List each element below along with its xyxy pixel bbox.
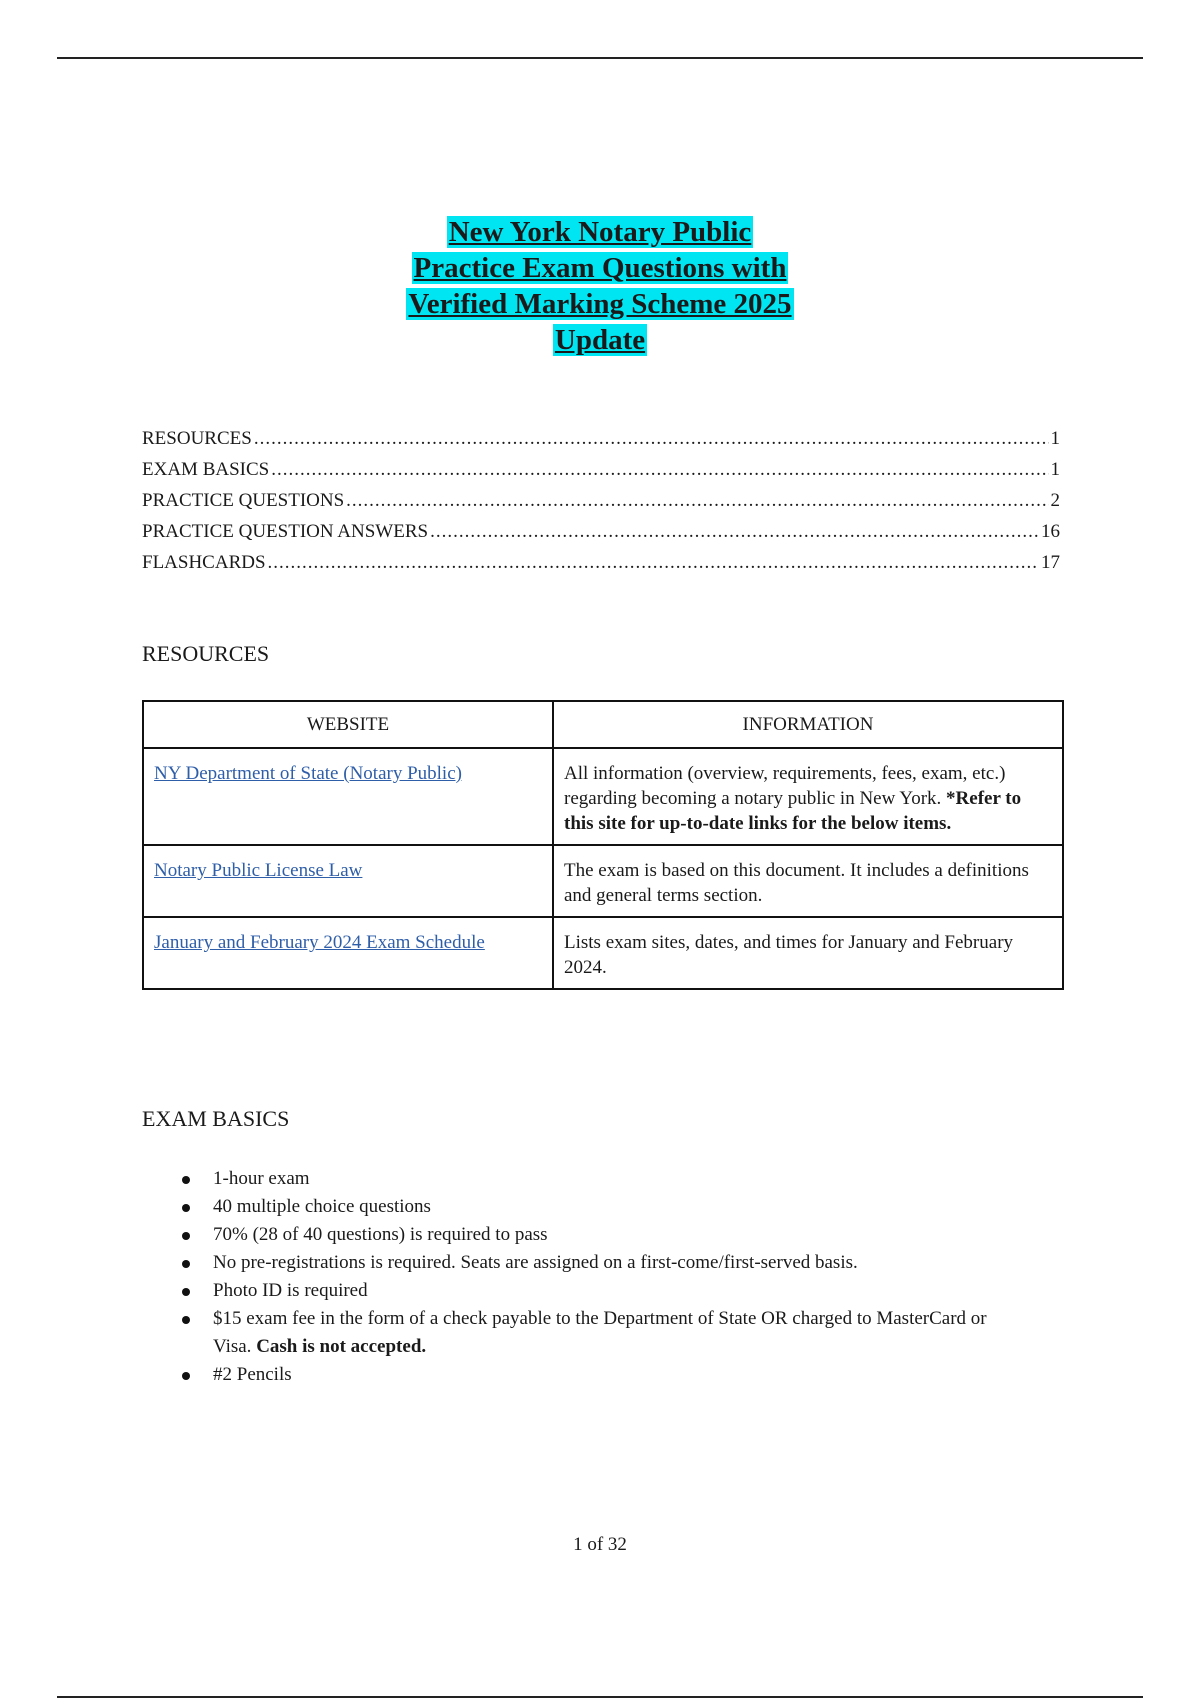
toc-label: PRACTICE QUESTION ANSWERS (142, 521, 429, 542)
website-cell (143, 748, 553, 845)
title-line-3: Verified Marking Scheme 2025 (408, 288, 792, 320)
exam-schedule-link[interactable]: January and February 2024 Exam Schedule (154, 932, 485, 953)
toc-leader (430, 521, 1039, 543)
column-header-information: INFORMATION (553, 701, 1063, 748)
toc-entry-practice-question-answers[interactable] (142, 521, 1060, 552)
toc-leader (346, 490, 1048, 512)
document-title (0, 214, 1200, 358)
table-row (143, 845, 1063, 917)
toc-page: 17 (1041, 552, 1060, 573)
toc-leader (268, 552, 1039, 574)
website-cell (143, 845, 553, 917)
column-header-website: WEBSITE (143, 701, 553, 748)
toc-page: 1 (1050, 428, 1060, 449)
notary-public-license-law-link[interactable]: Notary Public License Law (154, 860, 363, 881)
table-of-contents (142, 428, 1060, 583)
information-cell (553, 845, 1063, 917)
information-cell (553, 748, 1063, 845)
list-item: 1-hour exam (180, 1165, 1020, 1193)
toc-entry-practice-questions[interactable] (142, 490, 1060, 521)
list-item-text: $15 exam fee in the form of a check payable to the Department of State OR charged to MasterCard or Visa. (213, 1308, 987, 1357)
toc-label: FLASHCARDS (142, 552, 266, 573)
toc-leader (254, 428, 1049, 450)
toc-page: 2 (1050, 490, 1060, 511)
list-item: #2 Pencils (180, 1361, 1020, 1389)
information-cell (553, 917, 1063, 989)
table-header-row (143, 701, 1063, 748)
info-bold-note: *Refer to this site for up-to-date links for the below items. (564, 788, 1022, 834)
website-cell (143, 917, 553, 989)
top-rule (57, 57, 1143, 59)
toc-entry-exam-basics[interactable] (142, 459, 1060, 490)
toc-leader (271, 459, 1048, 481)
info-text: Lists exam sites, dates, and times for January and February 2024. (564, 932, 1014, 978)
title-line-4: Update (554, 324, 646, 356)
bottom-rule (57, 1696, 1143, 1698)
list-item: Photo ID is required (180, 1277, 1020, 1305)
list-item (180, 1305, 1020, 1361)
info-text: The exam is based on this document. It includes a definitions and general terms section. (564, 860, 1029, 906)
list-item-bold-note: Cash is not accepted. (256, 1336, 427, 1357)
toc-page: 1 (1050, 459, 1060, 480)
ny-department-of-state-link[interactable]: NY Department of State (Notary Public) (154, 763, 462, 784)
list-item: 40 multiple choice questions (180, 1193, 1020, 1221)
list-item: 70% (28 of 40 questions) is required to pass (180, 1221, 1020, 1249)
exam-basics-heading: EXAM BASICS (142, 1106, 290, 1131)
table-row (143, 917, 1063, 989)
resources-heading: RESOURCES (142, 641, 270, 666)
title-line-1: New York Notary Public (448, 216, 752, 248)
toc-label: EXAM BASICS (142, 459, 270, 480)
page-number: 1 of 32 (573, 1534, 627, 1555)
toc-entry-flashcards[interactable] (142, 552, 1060, 583)
exam-basics-list (180, 1165, 1020, 1389)
toc-label: RESOURCES (142, 428, 252, 449)
toc-entry-resources[interactable] (142, 428, 1060, 459)
info-text: All information (overview, requirements, fees, exam, etc.) regarding becoming a notary public in New York. (564, 763, 1006, 809)
toc-page: 16 (1041, 521, 1060, 542)
table-row (143, 748, 1063, 845)
list-item: No pre-registrations is required. Seats are assigned on a first-come/first-served basis. (180, 1249, 1020, 1277)
resources-table (142, 700, 1064, 990)
title-line-2: Practice Exam Questions with (413, 252, 787, 284)
toc-label: PRACTICE QUESTIONS (142, 490, 345, 511)
